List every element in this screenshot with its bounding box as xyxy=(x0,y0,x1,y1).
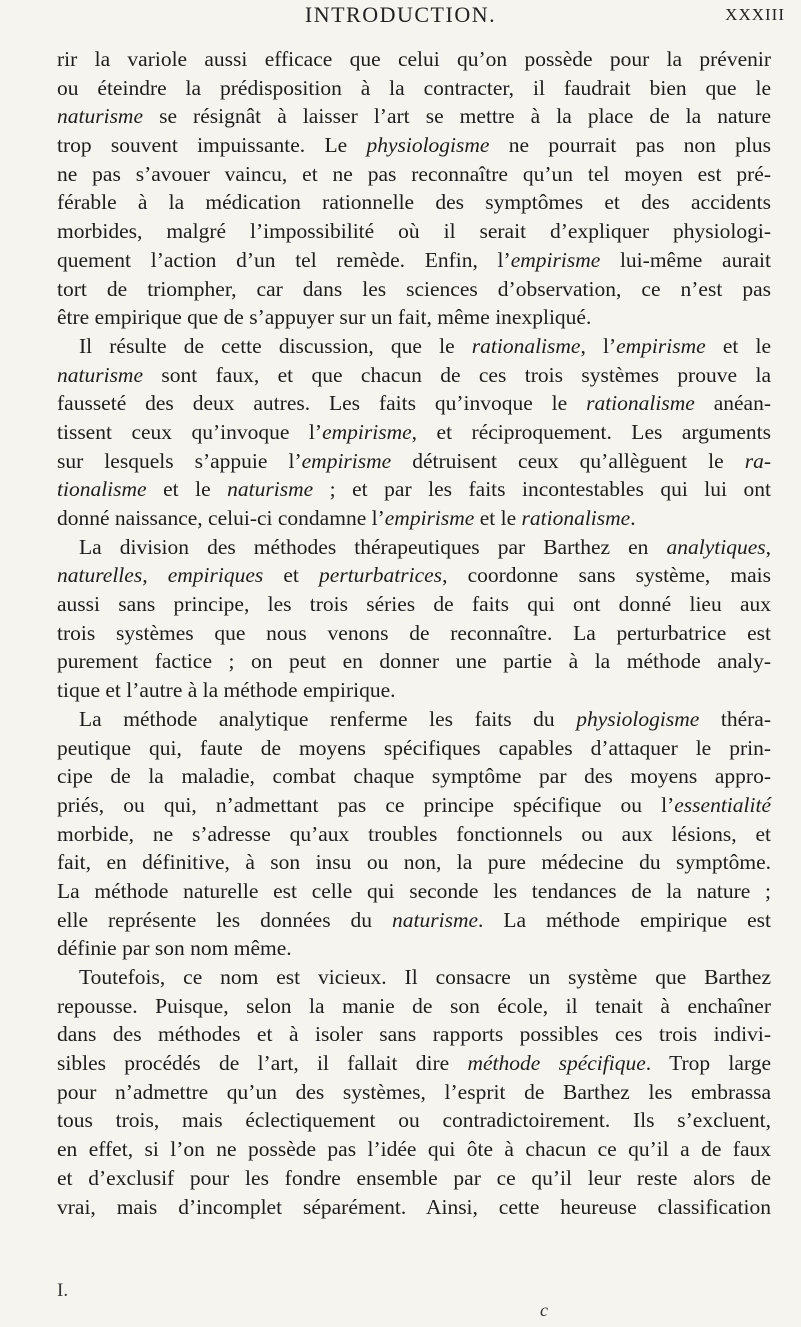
text-line xyxy=(57,74,771,103)
text-segment: sont faux, et que chacun de ces trois systèmes prouve la xyxy=(143,362,771,387)
text-segment: purement factice ; on peut en donner une partie à la méthode analy- xyxy=(57,649,771,674)
italic-term: rationalisme xyxy=(521,506,631,530)
text-segment: peutique qui, faute de moyens spécifiques capables d’attaquer le prin- xyxy=(57,735,771,760)
text-segment: La méthode naturelle est celle qui seconde les tendances de la nature ; xyxy=(57,878,771,903)
text-segment: tous trois, mais éclectiquement ou contradictoirement. Ils s’excluent, xyxy=(57,1108,771,1133)
text-segment: trois systèmes que nous venons de reconnaître. La perturbatrice est xyxy=(57,620,771,645)
text-segment: sibles procédés de l’art, il fallait dire xyxy=(57,1051,468,1076)
text-segment: théra- xyxy=(699,706,771,731)
text-segment: dans des méthodes et à isoler sans rapports possibles ces trois indivi- xyxy=(57,1022,771,1047)
italic-term: naturisme xyxy=(57,362,143,387)
text-segment: tort de triompher, car dans les sciences d’observation, ce n’est pas xyxy=(57,276,771,301)
text-segment: donné naissance, celui-ci condamne l’ xyxy=(57,506,385,530)
text-segment: priés, ou qui, n’admettant pas ce principe spécifique ou l’ xyxy=(57,792,675,817)
running-header xyxy=(0,0,801,40)
text-line xyxy=(57,389,771,418)
text-segment: férable à la médication rationnelle des symptômes et des accidents xyxy=(57,190,771,215)
italic-term: empirisme xyxy=(301,448,392,473)
text-line xyxy=(57,504,771,533)
text-segment: ; et par les faits incontestables qui lui ont xyxy=(313,477,771,502)
italic-term: empirisme xyxy=(322,419,412,444)
text-line xyxy=(57,848,771,877)
italic-term: méthode spécifique xyxy=(467,1051,646,1076)
text-segment: La division des méthodes thérapeutiques par Barthez en xyxy=(79,534,667,559)
italic-term: essentialité xyxy=(674,792,771,817)
text-line xyxy=(57,762,771,791)
italic-term: empirisme xyxy=(384,506,475,530)
text-line xyxy=(57,361,771,390)
page-number: XXXIII xyxy=(725,5,785,24)
text-segment: Il résulte de cette discussion, que le xyxy=(79,333,472,358)
text-segment: sur lesquels s’appuie l’ xyxy=(57,448,302,473)
text-line xyxy=(57,791,771,820)
italic-term: naturisme xyxy=(57,104,143,129)
text-segment: morbides, malgré l’impossibilité où il serait d’expliquer physiologi- xyxy=(57,219,771,244)
text-segment: , xyxy=(765,534,771,559)
text-segment: anéan- xyxy=(694,391,771,416)
text-segment: et d’exclusif pour les fondre ensemble par ce qu’il leur reste alors de xyxy=(57,1165,771,1190)
text-line xyxy=(57,877,771,906)
text-line xyxy=(57,1164,771,1193)
text-line xyxy=(57,131,771,160)
text-line xyxy=(57,45,771,74)
text-segment: La méthode analytique renferme les faits du xyxy=(79,706,577,731)
italic-term: tionalisme xyxy=(57,477,147,502)
text-segment: , coordonne sans système, mais xyxy=(442,563,771,588)
text-segment: trop souvent impuissante. Le xyxy=(57,133,367,158)
text-line xyxy=(57,533,771,562)
text-line xyxy=(57,303,771,332)
text-line xyxy=(57,217,771,246)
text-line xyxy=(57,992,771,1021)
text-line xyxy=(57,418,771,447)
italic-term: ra- xyxy=(744,448,772,473)
italic-term: rationalisme xyxy=(471,333,581,358)
text-segment: aussi sans principe, les trois séries de faits qui ont donné lieu aux xyxy=(57,592,771,617)
italic-term: physiologisme xyxy=(576,706,700,731)
text-line xyxy=(57,590,771,619)
text-segment: . xyxy=(630,506,636,530)
text-line xyxy=(57,963,771,992)
text-segment: lui-même aurait xyxy=(600,247,771,272)
text-segment: vrai, mais d’incomplet séparément. Ainsi, cette heureuse classification xyxy=(57,1194,771,1219)
text-line xyxy=(57,705,771,734)
text-line xyxy=(57,188,771,217)
text-line xyxy=(57,1049,771,1078)
text-segment: et le xyxy=(705,333,771,358)
text-segment: elle représente les données du xyxy=(57,907,393,932)
text-segment: ne pas s’avouer vaincu, et ne pas reconnaître qu’un tel moyen est pré- xyxy=(57,161,771,186)
text-line xyxy=(57,820,771,849)
text-segment: tique et l’autre à la méthode empirique. xyxy=(57,678,396,703)
text-segment: pour n’admettre qu’un des systèmes, l’esprit de Barthez les embrassa xyxy=(57,1079,771,1104)
text-line xyxy=(57,1078,771,1107)
text-segment: et xyxy=(263,563,320,588)
text-line xyxy=(57,734,771,763)
italic-term: empirisme xyxy=(510,247,601,272)
text-segment: Toutefois, ce nom est vicieux. Il consacre un système que Barthez xyxy=(79,965,771,989)
text-line xyxy=(57,934,771,963)
gathering-mark: c xyxy=(540,1300,548,1320)
text-segment: repousse. Puisque, selon la manie de son école, il tenait à enchaîner xyxy=(57,993,771,1018)
text-line xyxy=(57,275,771,304)
running-title: INTRODUCTION. xyxy=(304,2,497,27)
text-line xyxy=(57,561,771,590)
text-segment: et le xyxy=(146,477,228,502)
text-segment: , et réciproquement. Les arguments xyxy=(411,419,772,444)
text-segment: définie par son nom même. xyxy=(57,936,292,961)
body-text xyxy=(57,45,771,1221)
italic-term: naturisme xyxy=(392,907,479,932)
text-line xyxy=(57,160,771,189)
text-segment: ne pourrait pas non plus xyxy=(489,133,772,158)
text-segment: se résignât à laisser l’art se mettre à la place de la nature xyxy=(143,104,771,129)
text-segment: rir la variole aussi efficace que celui qu’on possède pour la prévenir xyxy=(57,47,771,71)
italic-term: naturelles, empiriques xyxy=(57,563,264,588)
text-segment: en effet, si l’on ne possède pas l’idée qui ôte à chacun ce qu’il a de faux xyxy=(57,1137,771,1162)
italic-term: empirisme xyxy=(616,333,706,358)
italic-term: perturbatrices xyxy=(319,563,443,588)
text-segment: . La méthode empirique est xyxy=(478,907,771,932)
text-segment: morbide, ne s’adresse qu’aux troubles fonctionnels ou aux lésions, et xyxy=(57,821,771,846)
text-line xyxy=(57,332,771,361)
text-segment: . Trop large xyxy=(645,1051,771,1076)
text-line xyxy=(57,447,771,476)
text-line xyxy=(57,1135,771,1164)
text-line xyxy=(57,246,771,275)
text-line xyxy=(57,1020,771,1049)
text-line xyxy=(57,619,771,648)
text-segment: être empirique que de s’appuyer sur un fait, même inexpliqué. xyxy=(57,305,592,330)
text-line xyxy=(57,475,771,504)
text-segment: ou éteindre la prédisposition à la contracter, il faudrait bien que le xyxy=(57,75,771,100)
text-segment: , l’ xyxy=(580,333,617,358)
italic-term: analytiques xyxy=(666,534,766,559)
signature-mark: I. xyxy=(57,1280,69,1301)
text-segment: fausseté des deux autres. Les faits qu’invoque le xyxy=(57,391,587,416)
text-segment: cipe de la maladie, combat chaque symptôme par des moyens appro- xyxy=(57,764,771,789)
text-line xyxy=(57,647,771,676)
text-line xyxy=(57,1193,771,1222)
italic-term: rationalisme xyxy=(586,391,695,416)
text-segment: fait, en définitive, à son insu ou non, la pure médecine du symptôme. xyxy=(57,850,771,875)
text-segment: quement l’action d’un tel remède. Enfin, l’ xyxy=(57,247,511,272)
italic-term: physiologisme xyxy=(366,133,490,158)
text-line xyxy=(57,676,771,705)
text-segment: détruisent ceux qu’allèguent le xyxy=(391,448,745,473)
text-line xyxy=(57,102,771,131)
text-segment: et le xyxy=(474,506,522,530)
text-segment: tissent ceux qu’invoque l’ xyxy=(57,419,323,444)
italic-term: naturisme xyxy=(227,477,314,502)
text-line xyxy=(57,1106,771,1135)
text-line xyxy=(57,906,771,935)
